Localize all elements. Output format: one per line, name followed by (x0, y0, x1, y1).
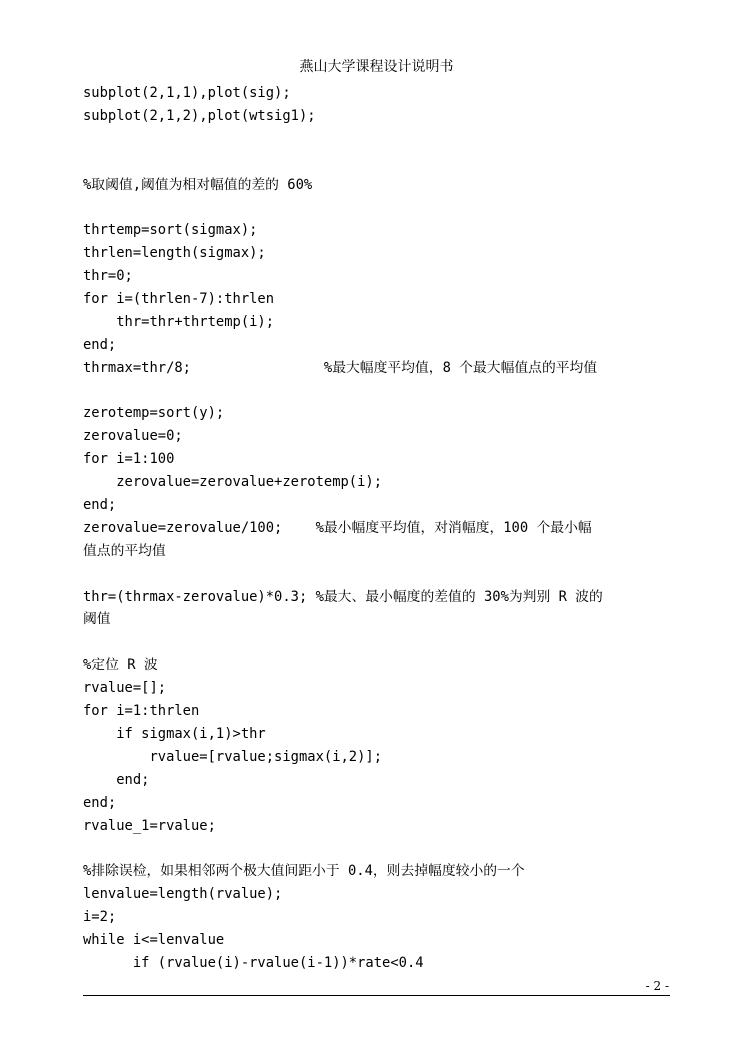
code-line: 值点的平均值 (83, 542, 166, 559)
code-line: thr=thr+thrtemp(i); (83, 313, 275, 330)
code-line: for i=1:100 (83, 451, 175, 468)
code-line: subplot(2,1,1),plot(sig); (83, 85, 291, 101)
code-line: for i=1:thrlen (83, 703, 200, 720)
code-line: thr=(thrmax-zerovalue)*0.3; %最大、最小幅度的差值的 30%为判别 R 波的 (83, 588, 603, 605)
code-line: zerovalue=zerovalue/100; %最小幅度平均值，对消幅度，100 个最小幅 (83, 519, 592, 536)
code-line: 阈值 (83, 611, 111, 628)
code-line: i=2; (83, 909, 117, 926)
code-line (83, 196, 668, 219)
code-line: end; (83, 771, 150, 788)
code-line: thrtemp=sort(sigmax); (83, 222, 258, 239)
code-line (83, 380, 668, 403)
code-line: zerovalue=0; (83, 428, 183, 445)
code-line: for i=(thrlen-7):thrlen (83, 291, 275, 308)
code-listing (83, 82, 668, 975)
page-header-title: 燕山大学课程设计说明书 (299, 59, 454, 75)
code-line: thr=0; (83, 268, 133, 285)
code-line: %定位 R 波 (83, 657, 158, 674)
page-number: - 2 - (645, 979, 669, 993)
code-line: subplot(2,1,2),plot(wtsig1); (83, 107, 316, 124)
code-line: thrmax=thr/8; %最大幅度平均值，8 个最大幅值点的平均值 (83, 359, 598, 376)
code-line: thrlen=length(sigmax); (83, 245, 266, 262)
code-line: lenvalue=length(rvalue); (83, 886, 283, 903)
code-line: end; (83, 497, 117, 514)
code-line: rvalue=[]; (83, 680, 167, 697)
code-line: if sigmax(i,1)>thr (83, 725, 266, 742)
code-line (83, 631, 668, 654)
code-line: %排除误检，如果相邻两个极大值间距小于 0.4，则去掉幅度较小的一个 (83, 863, 525, 880)
code-line (83, 837, 668, 860)
code-line: if (rvalue(i)-rvalue(i-1))*rate<0.4 (83, 954, 424, 971)
code-line: zerovalue=zerovalue+zerotemp(i); (83, 474, 383, 491)
code-line: end; (83, 794, 117, 811)
code-line: rvalue=[rvalue;sigmax(i,2)]; (83, 748, 383, 765)
code-line (83, 151, 668, 174)
code-line: while i<=lenvalue (83, 931, 225, 948)
code-line (83, 563, 668, 586)
code-line: rvalue_1=rvalue; (83, 817, 216, 834)
code-line (83, 128, 668, 151)
code-line: end; (83, 336, 117, 353)
footer-divider (83, 995, 670, 996)
code-line: %取阈值,阈值为相对幅值的差的 60% (83, 176, 313, 193)
code-line: zerotemp=sort(y); (83, 405, 225, 422)
